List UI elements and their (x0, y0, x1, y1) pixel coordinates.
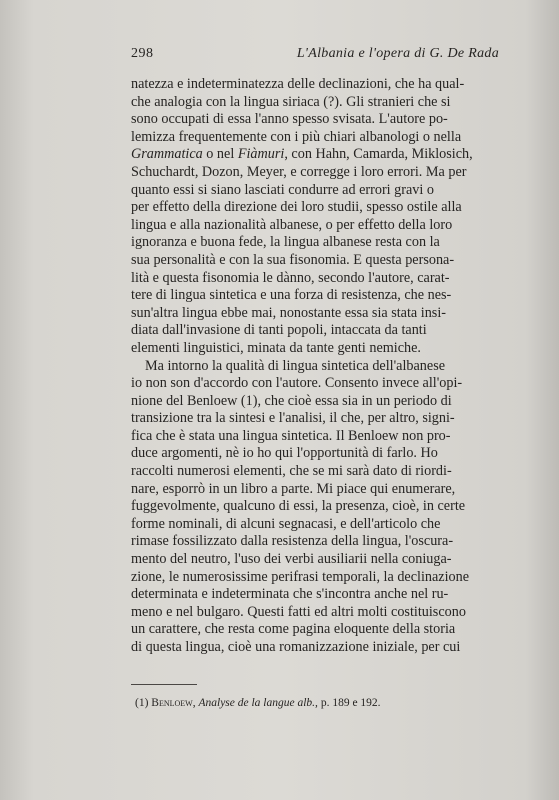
text-line: di questa lingua, cioè una romanizzazione iniziale, per cui (131, 639, 461, 655)
footnote-marker: (1) (135, 697, 149, 709)
title-grammatica: Grammatica (131, 146, 203, 163)
text-line: nione del Benloew (1), che cioè essa sia in un periodo di (131, 392, 452, 409)
text-line: ignoranza e buona fede, la lingua albanese resta con la (131, 234, 440, 251)
text-line: sua personalità e con la sua fisonomia. E questa persona- (131, 251, 455, 268)
text-line: Schuchardt, Dozon, Meyer, e corregge i loro errori. Ma per (131, 163, 467, 180)
text-line: zione, le numerosissime perifrasi temporali, la declinazione (131, 568, 470, 585)
text-line: determinata e indeterminata che s'incontra anche nel ru- (131, 586, 449, 603)
footnote-pages: p. 189 e 192. (320, 697, 381, 709)
footnote (135, 697, 381, 709)
text-line: lemizza frequentemente con i più chiari albanologi o nella (131, 128, 462, 145)
text-line: mento del neutro, l'uso dei verbi ausiliarii nella coniuga- (131, 551, 452, 568)
footnote-author: Benloew, (151, 697, 196, 709)
text-line: elementi linguistici, minata da tante genti nemiche. (131, 339, 421, 356)
text-line: che analogia con la lingua siriaca (?). Gli stranieri che si (131, 93, 451, 110)
text-line: sono occupati di essa l'anno spesso svisata. L'autore po- (131, 111, 448, 128)
text-line: un carattere, che resta come pagina eloquente della storia (131, 621, 456, 638)
footnote-work: Analyse de la langue alb., (198, 697, 318, 709)
text-line: lingua e alla nazionalità albanese, o per effetto della loro (131, 216, 453, 233)
text-line: fuggevolmente, qualcuno di essi, la presenza, cioè, in certe (131, 498, 466, 515)
title-fiamuri: Fiàmuri (237, 146, 285, 163)
text-line: duce argomenti, nè io ho qui l'opportunità di farlo. Ho (131, 445, 438, 462)
text-line: rimase fossilizzato dalla resistenza della lingua, l'oscura- (131, 533, 454, 550)
text-line: meno e nel bulgaro. Questi fatti ed altri molti costituiscono (131, 603, 466, 620)
text-line: forme nominali, di alcuni segnacasi, e dell'articolo che (131, 515, 441, 532)
text-line: quanto essi si siano lasciati condurre ad errori gravi o (131, 181, 434, 198)
text-line: transizione tra la sintesi e l'analisi, il che, per altro, signi- (131, 410, 455, 427)
text-line: tere di lingua sintetica e una forza di resistenza, che nes- (131, 287, 452, 304)
text-line: io non son d'accordo con l'autore. Consento invece all'opi- (131, 375, 463, 392)
text-line: per effetto della direzione dei loro studii, spesso ostile alla (131, 199, 462, 216)
text-line: Ma intorno la qualità di lingua sintetica dell'albanese (145, 357, 446, 374)
footnote-rule (131, 684, 197, 685)
text-line: natezza e indeterminatezza delle declinazioni, che ha qual- (131, 76, 465, 92)
text-line: nare, esporrò in un libro a parte. Mi piace qui enumerare, (131, 480, 456, 497)
text-line: diata dall'invasione di tanti popoli, intaccata da tanti (131, 322, 427, 339)
running-title: L'Albania e l'opera di G. De Rada (296, 46, 499, 61)
text-line: raccolti numerosi elementi, che se mi sarà dato di riordi- (131, 463, 452, 480)
page-number: 298 (131, 46, 154, 61)
text-line: fica che è stata una lingua sintetica. Il Benloew non pro- (131, 427, 451, 444)
running-header (131, 46, 499, 66)
text-line: lità e questa fisonomia le dànno, secondo l'autore, carat- (131, 269, 450, 286)
text-line: Grammatica o nel Fiàmuri, con Hahn, Camarda, Miklosich, (131, 146, 473, 163)
body-text (131, 76, 511, 657)
text-line: sun'altra lingua ebbe mai, nonostante essa sia stata insi- (131, 304, 446, 321)
